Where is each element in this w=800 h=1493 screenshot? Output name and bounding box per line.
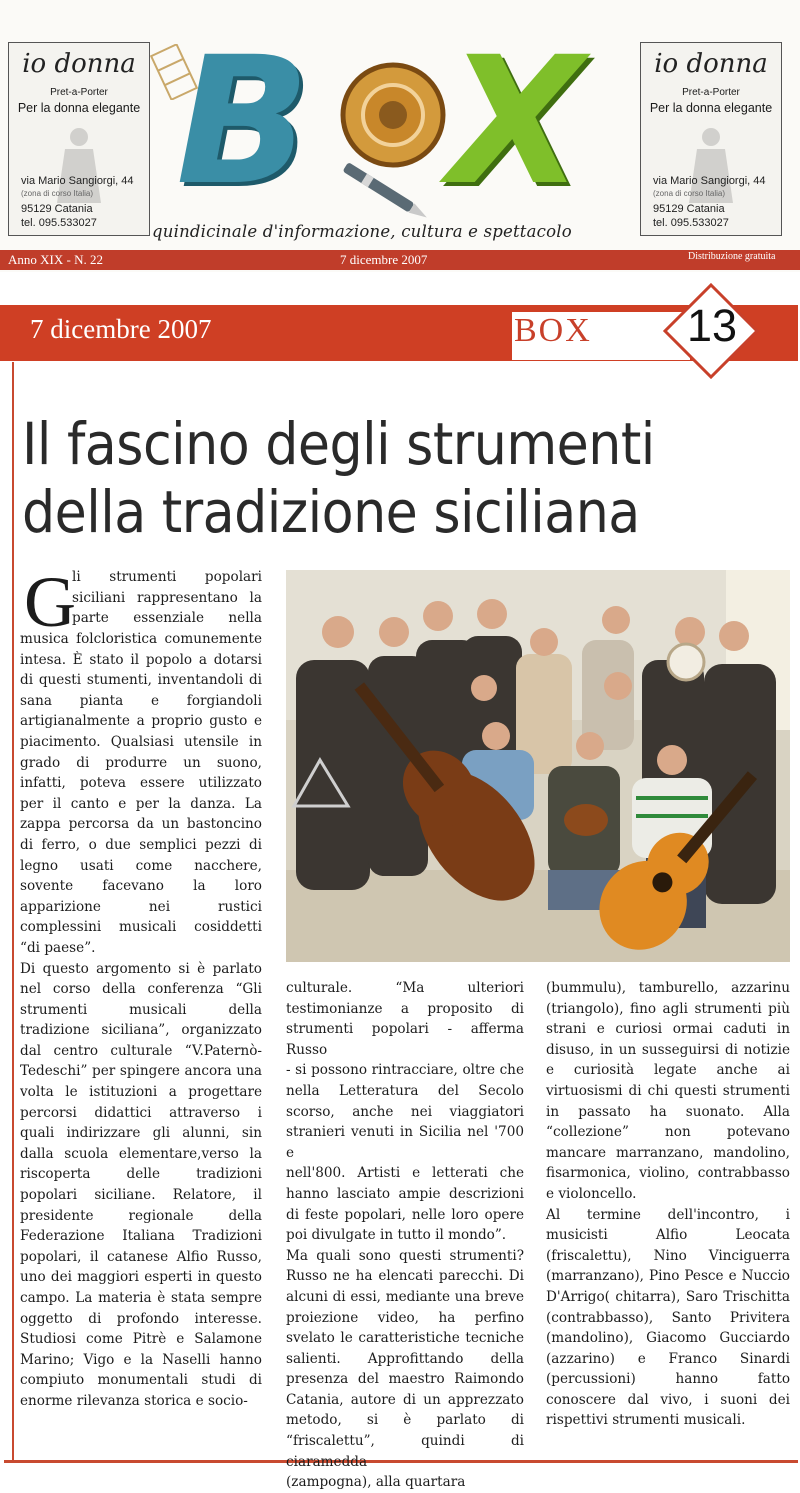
advert-note: (zona di corso Italia)	[21, 189, 94, 198]
fountain-pen-icon	[330, 156, 440, 228]
article-line: e curiosità legate anche ai	[546, 1062, 790, 1079]
article-line: mancare marranzano, mandolino,	[546, 1144, 790, 1161]
article-line: li strumenti popolari	[72, 569, 262, 585]
masthead	[0, 0, 800, 272]
advert-tel: tel. 095.533027	[21, 217, 97, 229]
article-line: hanno lasciato ampie descrizioni	[286, 1185, 524, 1202]
article-line: disuso, in un susseguirsi di notizie	[546, 1041, 790, 1058]
article-line: “di paese”.	[20, 939, 96, 956]
article-line: Federazione Italiana Tradizioni	[20, 1228, 262, 1245]
article-line: parte essenziale nella	[72, 610, 262, 627]
article-line: popolari, il catanese Alfio Russo,	[20, 1248, 262, 1265]
advert-line2: Per la donna elegante	[649, 101, 773, 115]
advert-note: (zona di corso Italia)	[653, 189, 726, 198]
article-line: infatti, poteva essere utilizzato	[20, 775, 262, 792]
article-line: per il canto e per la danza. La	[20, 795, 262, 812]
article-line: Tedeschi” per spingere ancora una	[20, 1063, 262, 1080]
article-line: Russo ne ha elencati parecchi. Di	[286, 1268, 524, 1285]
article-line: svelato le caratteristiche tecniche	[286, 1330, 524, 1347]
article-line: (friscalettu), Nino Vinciguerra	[546, 1247, 790, 1264]
article-column-3	[546, 978, 790, 1431]
article-line: poi divulgate in tutto il mondo”.	[286, 1227, 507, 1244]
article-line: “collezione” non potevano	[546, 1124, 790, 1141]
page-number: 13	[686, 300, 738, 351]
article-line: Marino; Vigo e la Naselli hanno	[20, 1351, 262, 1368]
issue-band	[0, 250, 800, 270]
article-line: volta le istituzioni a progettare	[20, 1084, 262, 1101]
advert-city: 95129 Catania	[653, 203, 725, 215]
article-line: (contrabbasso), Santo Privitera	[546, 1309, 790, 1326]
article-line: fisarmonica, violino, contrabbasso	[546, 1165, 790, 1182]
article-column-1-intro	[72, 567, 262, 629]
advert-line2: Per la donna elegante	[17, 101, 141, 115]
article-line: proiezione video, ha perfino	[286, 1309, 524, 1326]
article-line: (percussioni) hanno fatto	[546, 1371, 790, 1388]
article-line: Studiosi come Pitrè e Salamone	[20, 1331, 262, 1348]
article-line: Al termine dell'incontro, i	[546, 1206, 790, 1223]
article-line: di questi stumenti, inventandoli di	[20, 672, 262, 689]
distribution-note: Distribuzione gratuita	[688, 251, 776, 262]
article-line: (mandolino), Giacomo Gucciardo	[546, 1330, 790, 1347]
article-line: metodo, si è parlato di	[286, 1412, 524, 1429]
article-title-line1: Il fascino degli strumenti	[22, 410, 655, 478]
article-line: rispettivi strumenti musicali.	[546, 1412, 746, 1429]
article-line: Di questo argomento si è parlato	[20, 960, 262, 977]
article-line: Catania, autore di un apprezzato	[286, 1391, 524, 1408]
article-line: nell'800. Artisti e letterati che	[286, 1165, 524, 1182]
article-line: stranieri venuti in Sicilia nel '700 e	[286, 1124, 524, 1161]
advert-street: via Mario Sangiorgi, 44	[653, 175, 766, 187]
article-line: uno dei maggiori esperti in questo	[20, 1269, 262, 1286]
article-line: (marranzano), Pino Pesce e Nuccio	[546, 1268, 790, 1285]
article-line: oggetto di profondo interesse.	[20, 1310, 262, 1327]
article-line: virtuosismi di chi questi strumenti	[546, 1082, 790, 1099]
advert-left[interactable]	[8, 42, 150, 236]
article-line: (triangolo), fino agli strumenti più	[546, 1000, 790, 1017]
article-line: conoscere dal vivo, i suoni dei	[546, 1391, 790, 1408]
advert-city: 95129 Catania	[21, 203, 93, 215]
article-line: presidente regionale della	[20, 1207, 262, 1224]
advert-brand: io donna	[22, 49, 136, 79]
article-line: - si possono rintracciare, oltre che	[286, 1062, 524, 1079]
article-line: dal centro culturale “V.Paternò-	[20, 1042, 262, 1059]
logo-letter-o-disc	[338, 60, 448, 170]
issue-number: Anno XIX - N. 22	[8, 252, 103, 267]
article-line: presenza del maestro Raimondo	[286, 1371, 524, 1388]
advert-street: via Mario Sangiorgi, 44	[21, 175, 134, 187]
page-header-section: BOX	[514, 312, 592, 349]
masthead-tagline: quindicinale d'informazione, cultura e spettacolo	[152, 222, 572, 241]
article-line: quali indirizzare gli alunni, sin	[20, 1125, 262, 1142]
article-line: compiuto monumentali studi di	[20, 1372, 262, 1389]
article-line: nel corso della conferenza “Gli	[20, 981, 262, 998]
article-line: strumenti musicali della	[20, 1001, 262, 1018]
article-line: sovente facevano la loro	[20, 878, 262, 895]
article-line: artigianalmente a proprio gusto e	[20, 713, 262, 730]
article-line: (zampogna), alla quartara	[286, 1474, 466, 1491]
article-line: e violoncello.	[546, 1185, 637, 1202]
advert-tel: tel. 095.533027	[653, 217, 729, 229]
article-line: in passato ha suonato. Alla	[546, 1103, 790, 1120]
article-line: intesa. È stato il popolo a dotarsi	[20, 651, 262, 668]
article-column-2	[286, 978, 524, 1493]
advert-brand: io donna	[654, 49, 768, 79]
article-line: legno usati come nacchere,	[20, 857, 262, 874]
advert-line1: Pret-a-Porter	[50, 87, 108, 98]
article-line: strani e curiosi ormai caduti in	[546, 1021, 790, 1038]
article-column-1	[20, 629, 262, 1412]
article-line: percorsi didattici attraverso i	[20, 1104, 262, 1121]
article-line: apparizione nei rustici	[20, 898, 262, 915]
article-line: riscoperta delle tradizioni	[20, 1166, 262, 1183]
advert-line1: Pret-a-Porter	[682, 87, 740, 98]
logo-letter-b: B	[176, 19, 311, 224]
article-line: di ferro, o due semplici pezzi di	[20, 836, 262, 853]
article-title-line2: della tradizione siciliana	[22, 478, 640, 546]
article-line: complessini musicali cosiddetti	[20, 919, 262, 936]
article-line: (bummulu), tamburello, azzarinu	[546, 980, 790, 996]
article-line: salienti. Approfittando della	[286, 1350, 524, 1367]
article-line: alcuni di essi, mediante una breve	[286, 1288, 524, 1305]
article-line: piacimento. Qualsiasi utensile in	[20, 733, 262, 750]
article-line: enorme rilevanza storica e socio-	[20, 1392, 248, 1409]
article-line: (azzarino) e Franco Sinardi	[546, 1350, 790, 1367]
article-line: dalla scuola elementare,verso la	[20, 1145, 262, 1162]
article-line: sana pianta e forgiandoli	[20, 692, 262, 709]
article-line: testimonianze a proposito di	[286, 1000, 524, 1017]
article-line: musicisti Alfio Leocata	[546, 1227, 790, 1244]
article-line: scorso, anche nei viaggiatori	[286, 1103, 524, 1120]
left-rule	[12, 362, 14, 1462]
article-line: tradizione siciliana”, organizzato	[20, 1022, 262, 1039]
article-line: siciliani rappresentano la	[72, 589, 262, 606]
article-line: strumenti popolari - afferma Russo	[286, 1021, 524, 1058]
logo-letter-x: X	[448, 19, 584, 224]
article-line: grado di produrre un suono,	[20, 754, 262, 771]
musicians-group-photo[interactable]	[286, 570, 790, 962]
page-header-date: 7 dicembre 2007	[30, 314, 212, 344]
advert-right[interactable]	[640, 42, 782, 236]
article-line: “friscalettu”, quindi di ciaramedda	[286, 1433, 524, 1470]
article-line: culturale. “Ma ulteriori	[286, 980, 524, 996]
article-line: D'Arrigo( chitarra), Saro Trischitta	[546, 1288, 790, 1305]
article-line: di feste popolari, nelle loro opere	[286, 1206, 524, 1223]
issue-date: 7 dicembre 2007	[340, 252, 428, 267]
article-line: Ma quali sono questi strumenti?	[286, 1247, 524, 1264]
article-line: zappa percorsa da un bastoncino	[20, 816, 262, 833]
article-drop-cap: G	[24, 562, 76, 642]
article-line: popolari siciliane. Relatore, il	[20, 1187, 262, 1204]
article-line: campo. La materia è stata sempre	[20, 1290, 262, 1306]
article-line: nella Letteratura del Secolo	[286, 1082, 524, 1099]
article-line: musica folcloristica comunemente	[20, 631, 262, 647]
